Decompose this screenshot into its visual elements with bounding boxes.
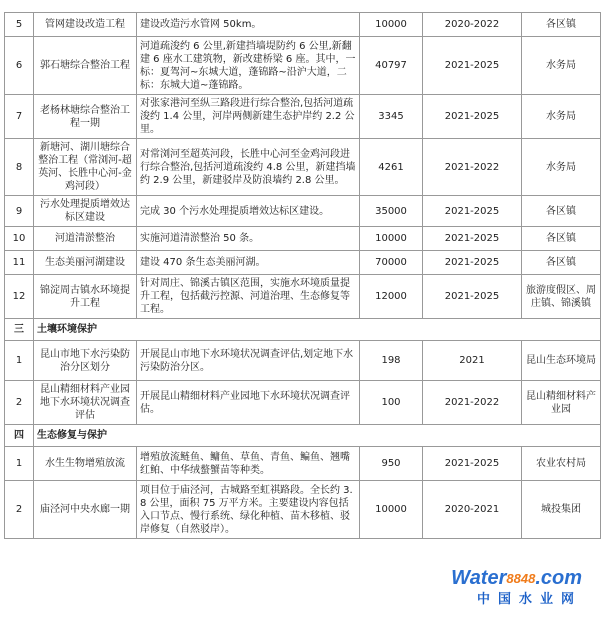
project-name: 新塘河、湖川塘综合整治工程（常浏河-超英河、长胜中心河-金鸡河段） [34, 139, 137, 196]
implementation-years: 2021-2025 [423, 95, 522, 139]
project-name: 污水处理提质增效达标区建设 [34, 196, 137, 227]
responsible-department: 各区镇 [522, 227, 601, 251]
investment-amount: 198 [360, 341, 423, 381]
investment-amount: 100 [360, 381, 423, 425]
project-description: 对常浏河至超英河段，长胜中心河至金鸡河段进行综合整治,包括河道疏浚约 4.8 公里，新建挡墙约 2.9 公里，新建驳岸及防浪墙约 2.8 公里。 [137, 139, 360, 196]
row-number: 7 [5, 95, 34, 139]
responsible-department: 昆山精细材料产业园 [522, 381, 601, 425]
watermark-logo: Water8848.com 中国水业网 [451, 567, 582, 607]
implementation-years: 2021-2025 [423, 227, 522, 251]
project-description: 针对周庄、锦溪古镇区范围，实施水环境质量提升工程，包括截污控源、河道治理、生态修复等工程。 [137, 275, 360, 319]
implementation-years: 2020-2022 [423, 13, 522, 37]
section-number: 三 [5, 319, 34, 341]
implementation-years: 2021-2025 [423, 251, 522, 275]
implementation-years: 2021-2025 [423, 275, 522, 319]
responsible-department: 农业农村局 [522, 447, 601, 481]
responsible-department: 各区镇 [522, 196, 601, 227]
responsible-department: 旅游度假区、周庄镇、锦溪镇 [522, 275, 601, 319]
table-row [5, 227, 601, 251]
responsible-department: 水务局 [522, 37, 601, 95]
table-row [5, 139, 601, 196]
row-number: 9 [5, 196, 34, 227]
project-name: 老杨林塘综合整治工程一期 [34, 95, 137, 139]
project-name: 锦淀周古镇水环境提升工程 [34, 275, 137, 319]
project-name: 水生生物增殖放流 [34, 447, 137, 481]
project-description: 建设 470 条生态美丽河湖。 [137, 251, 360, 275]
row-number: 6 [5, 37, 34, 95]
investment-amount: 12000 [360, 275, 423, 319]
row-number: 5 [5, 13, 34, 37]
table-row [5, 95, 601, 139]
section-number: 四 [5, 425, 34, 447]
table-row [5, 251, 601, 275]
row-number: 1 [5, 447, 34, 481]
project-description: 完成 30 个污水处理提质增效达标区建设。 [137, 196, 360, 227]
project-name: 生态美丽河湖建设 [34, 251, 137, 275]
table-row [5, 447, 601, 481]
responsible-department: 水务局 [522, 95, 601, 139]
section-title: 生态修复与保护 [34, 425, 601, 447]
investment-amount: 40797 [360, 37, 423, 95]
project-description: 项目位于庙泾河，古城路至虹祺路段。全长约 3.8 公里，面积 75 万平方米。主要建设内容包括入口节点、慢行系统、绿化种植、苗木移植、驳岸修复（自然驳岸）。 [137, 481, 360, 539]
implementation-years: 2020-2021 [423, 481, 522, 539]
responsible-department: 昆山生态环境局 [522, 341, 601, 381]
implementation-years: 2021-2025 [423, 447, 522, 481]
investment-amount: 70000 [360, 251, 423, 275]
row-number: 8 [5, 139, 34, 196]
row-number: 12 [5, 275, 34, 319]
project-name: 郭石塘综合整治工程 [34, 37, 137, 95]
implementation-years: 2021 [423, 341, 522, 381]
project-name: 庙泾河中央水廊一期 [34, 481, 137, 539]
project-name: 河道清淤整治 [34, 227, 137, 251]
table-row [5, 37, 601, 95]
project-description: 建设改造污水管网 50km。 [137, 13, 360, 37]
section-header-row [5, 319, 601, 341]
table-row [5, 481, 601, 539]
project-description: 开展昆山市地下水环境状况调查评估,划定地下水污染防治分区。 [137, 341, 360, 381]
investment-amount: 10000 [360, 13, 423, 37]
implementation-years: 2021-2022 [423, 381, 522, 425]
project-name: 管网建设改造工程 [34, 13, 137, 37]
responsible-department: 城投集团 [522, 481, 601, 539]
investment-amount: 4261 [360, 139, 423, 196]
project-description: 开展昆山精细材料产业园地下水环境状况调查评估。 [137, 381, 360, 425]
row-number: 2 [5, 481, 34, 539]
row-number: 11 [5, 251, 34, 275]
project-description: 增殖放流鲢鱼、鳙鱼、草鱼、青鱼、鳊鱼、翘嘴红鲌、中华绒螯蟹苗等种类。 [137, 447, 360, 481]
responsible-department: 水务局 [522, 139, 601, 196]
table-row [5, 196, 601, 227]
project-description: 对张家港河至纵三路段进行综合整治,包括河道疏浚约 1.4 公里，河岸两侧新建生态护岸约 2.2 公里。 [137, 95, 360, 139]
investment-amount: 950 [360, 447, 423, 481]
row-number: 2 [5, 381, 34, 425]
investment-amount: 10000 [360, 227, 423, 251]
row-number: 1 [5, 341, 34, 381]
table-row [5, 13, 601, 37]
project-name: 昆山市地下水污染防治分区划分 [34, 341, 137, 381]
table-row [5, 341, 601, 381]
investment-amount: 10000 [360, 481, 423, 539]
section-title: 土壤环境保护 [34, 319, 601, 341]
investment-amount: 35000 [360, 196, 423, 227]
project-name: 昆山精细材料产业园地下水环境状况调查评估 [34, 381, 137, 425]
investment-amount: 3345 [360, 95, 423, 139]
implementation-years: 2021-2025 [423, 196, 522, 227]
project-description: 实施河道清淤整治 50 条。 [137, 227, 360, 251]
responsible-department: 各区镇 [522, 13, 601, 37]
row-number: 10 [5, 227, 34, 251]
table-row [5, 275, 601, 319]
responsible-department: 各区镇 [522, 251, 601, 275]
implementation-years: 2021-2022 [423, 139, 522, 196]
project-table [4, 12, 601, 539]
table-row [5, 381, 601, 425]
section-header-row [5, 425, 601, 447]
implementation-years: 2021-2025 [423, 37, 522, 95]
project-description: 河道疏浚约 6 公里,新建挡墙堤防约 6 公里,新翻建 6 座水工建筑物，新改建桥梁 6 座。其中，一标：夏驾河~东城大道，蓬锦路~沿沪大道，二标：东城大道~蓬锦路。 [137, 37, 360, 95]
